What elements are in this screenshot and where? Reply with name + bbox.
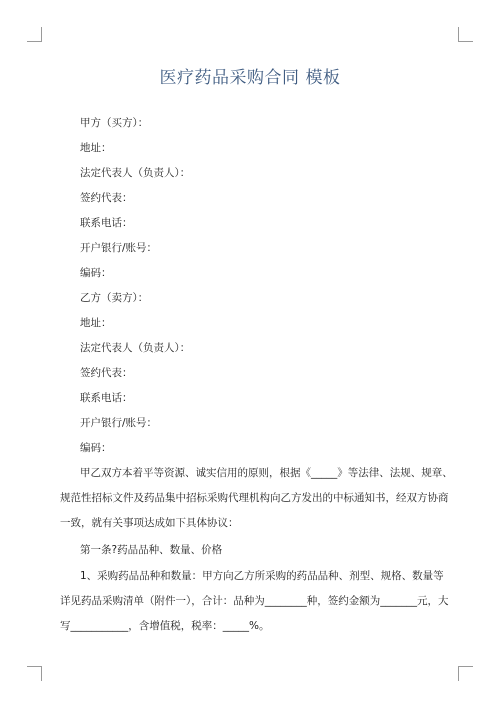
clause-1-line-2: 详见药品采购清单（附件一），合计：品种为________种，签约金额为_______元，大 <box>60 595 449 607</box>
crop-mark-bottom-right <box>458 666 473 681</box>
crop-mark-top-right <box>458 27 473 42</box>
party-b-legal-rep-label: 法定代表人（负责人）： <box>80 342 191 354</box>
crop-mark-bottom-left <box>27 666 42 681</box>
party-b-seller-label: 乙方（卖方）： <box>80 292 149 304</box>
intro-line-3: 一致，就有关事项达成如下具体协议： <box>60 517 239 529</box>
crop-mark-top-left <box>27 27 42 42</box>
party-b-postcode-label: 编码： <box>80 442 112 454</box>
intro-line-1: 甲乙双方本着平等资源、诚实信用的原则，根据《_____》等法律、法规、规章、 <box>80 467 453 479</box>
clause-1-line-1: 1、采购药品品种和数量：甲方向乙方所采购的药品品种、剂型、规格、数量等 <box>80 570 444 582</box>
party-a-address-label: 地址： <box>80 142 112 154</box>
clause-1-line-3: 写___________，含增值税，税率：_____%。 <box>60 620 270 632</box>
party-a-bank-label: 开户银行/账号： <box>80 242 158 254</box>
party-a-phone-label: 联系电话： <box>80 217 133 229</box>
document-title: 医疗药品采购合同 模板 <box>159 68 341 88</box>
party-a-buyer-label: 甲方（买方）： <box>80 117 149 129</box>
party-b-address-label: 地址： <box>80 317 112 329</box>
party-a-postcode-label: 编码： <box>80 267 112 279</box>
party-b-bank-label: 开户银行/账号： <box>80 417 158 429</box>
party-a-legal-rep-label: 法定代表人（负责人）： <box>80 167 191 179</box>
party-b-phone-label: 联系电话： <box>80 392 133 404</box>
party-b-signing-rep-label: 签约代表： <box>80 367 133 379</box>
intro-line-2: 规范性招标文件及药品集中招标采购代理机构向乙方发出的中标通知书，经双方协商 <box>60 492 449 504</box>
party-a-signing-rep-label: 签约代表： <box>80 192 133 204</box>
article-1-heading: 第一条?药品品种、数量、价格 <box>80 544 223 556</box>
